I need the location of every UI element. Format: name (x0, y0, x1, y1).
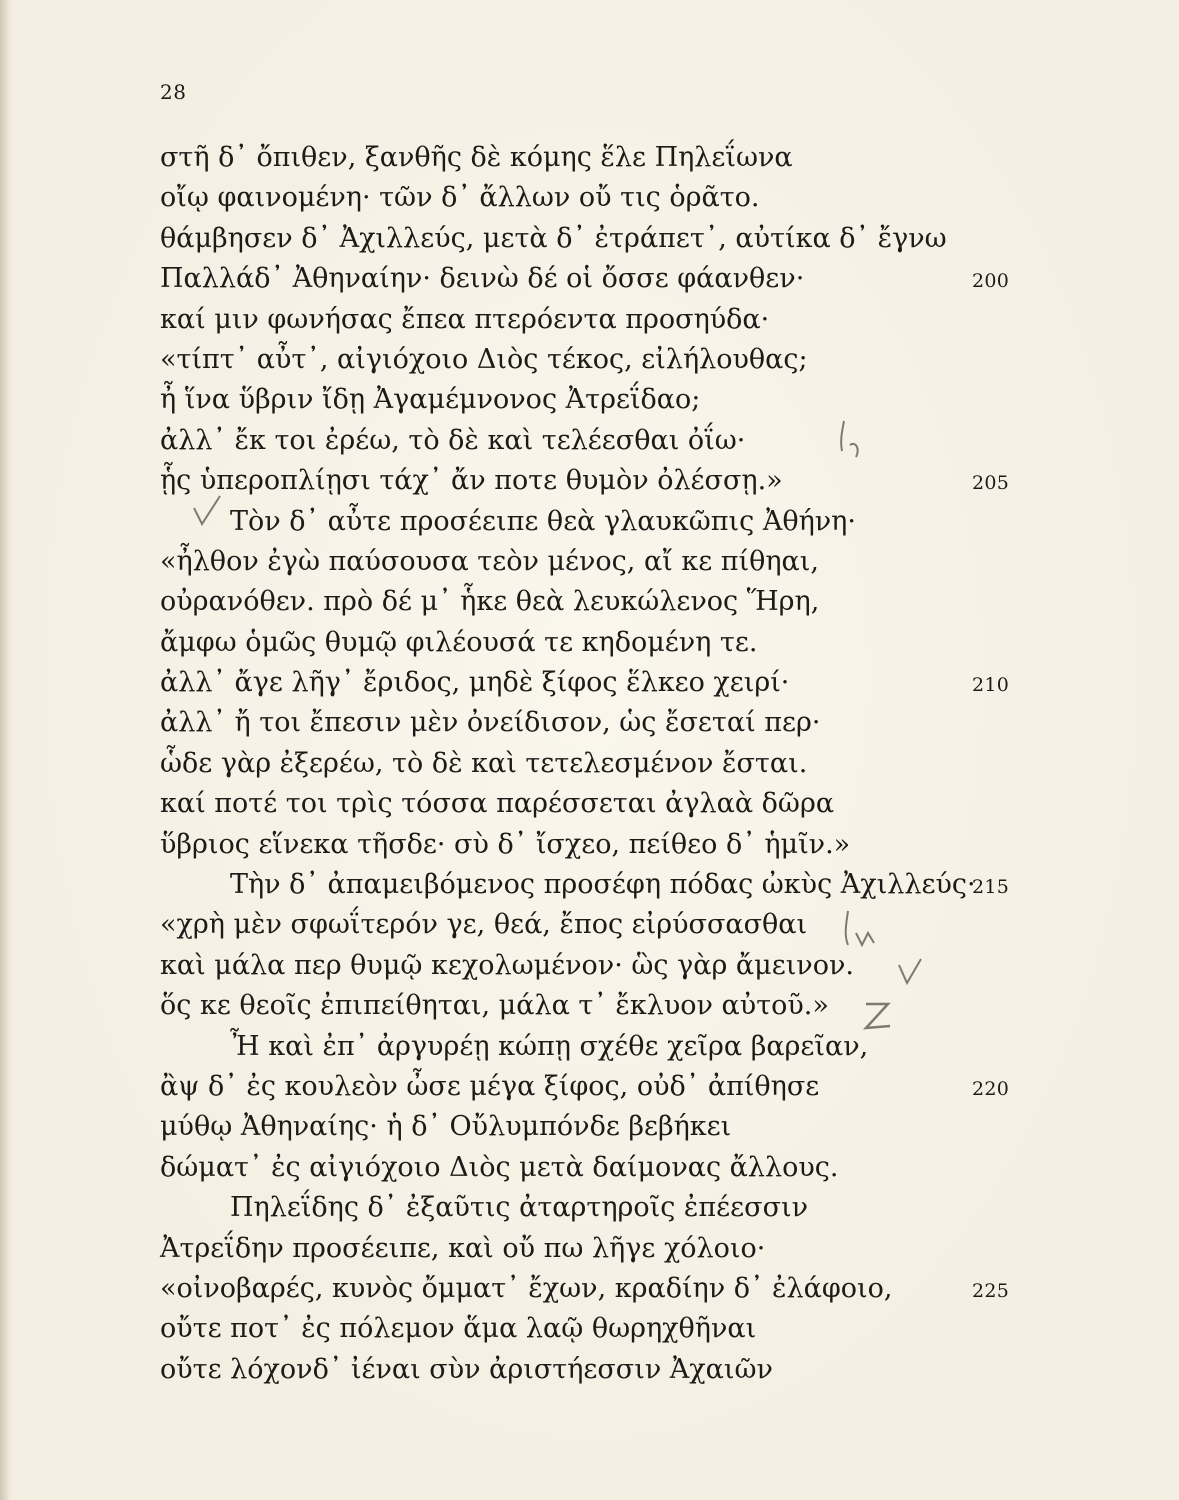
line-number: 225 (972, 1279, 1010, 1302)
line-number: 215 (972, 876, 1010, 899)
verse-text: οὔτε ποτ᾽ ἐς πόλεμον ἅμα λαῷ θωρηχθῆναι (160, 1313, 757, 1345)
verse-line (160, 1027, 1060, 1067)
verse-text: ἀλλ᾽ ἄγε λῆγ᾽ ἔριδος, μηδὲ ξίφος ἕλκεο χειρί· (160, 667, 790, 699)
line-number: 220 (972, 1077, 1010, 1100)
verse-text: «οἰνοβαρές, κυνὸς ὄμματ᾽ ἔχων, κραδίην δ᾽ ἐλάφοιο, (160, 1272, 893, 1304)
verse-line (160, 300, 1060, 340)
verse-text: δώματ᾽ ἐς αἰγιόχοιο Διὸς μετὰ δαίμονας ἄλλους. (160, 1151, 839, 1183)
verse-text: μύθῳ Ἀθηναίης· ἡ δ᾽ Οὔλυμπόνδε βεβήκει (160, 1111, 732, 1143)
verse-text: «χρὴ μὲν σφωΐτερόν γε, θεά, ἔπος εἰρύσσασθαι (160, 909, 808, 941)
verse-text: ἀλλ᾽ ἤ τοι ἔπεσιν μὲν ὀνείδισον, ὡς ἔσεταί περ· (160, 707, 821, 739)
verse-line (160, 1309, 1060, 1349)
verse-line (160, 461, 1060, 501)
verse-text: ἂψ δ᾽ ἐς κουλεὸν ὦσε μέγα ξίφος, οὐδ᾽ ἀπίθησε (160, 1070, 820, 1102)
verse-line (160, 825, 1060, 865)
verse-text: Τὸν δ᾽ αὖτε προσέειπε θεὰ γλαυκῶπις Ἀθήνη· (230, 505, 856, 537)
verse-text: Παλλάδ᾽ Ἀθηναίην· δεινὼ δέ οἱ ὄσσε φάανθεν· (160, 263, 805, 295)
verse-line (160, 905, 1060, 945)
verse-text: ὕβριος εἵνεκα τῆσδε· σὺ δ᾽ ἴσχεο, πείθεο δ᾽ ἡμῖν.» (160, 828, 851, 860)
verse-text: καί ποτέ τοι τρὶς τόσσα παρέσσεται ἀγλαὰ δῶρα (160, 788, 835, 820)
verse-text: οἴῳ φαινομένη· τῶν δ᾽ ἄλλων οὔ τις ὁρᾶτο. (160, 182, 760, 214)
verse-line (160, 1148, 1060, 1188)
verse-line (160, 1067, 1060, 1107)
verse-line (160, 1350, 1060, 1390)
verse-text: Τὴν δ᾽ ἀπαμειβόμενος προσέφη πόδας ὠκὺς Ἀχιλλεύς· (230, 869, 976, 901)
verse-line (160, 421, 1060, 461)
verse-text: οὐρανόθεν. πρὸ δέ μ᾽ ἧκε θεὰ λευκώλενος Ἥρη, (160, 586, 820, 618)
verse-line (160, 542, 1060, 582)
verse-line (160, 703, 1060, 743)
verse-text: καί μιν φωνήσας ἔπεα πτερόεντα προσηύδα· (160, 303, 770, 335)
verse-line (160, 259, 1060, 299)
verse-line (160, 1188, 1060, 1228)
line-number: 210 (972, 674, 1010, 697)
verse-line (160, 219, 1060, 259)
verse-line (160, 1107, 1060, 1147)
verse-text: Πηλεΐδης δ᾽ ἐξαῦτις ἀταρτηροῖς ἐπέεσσιν (230, 1192, 808, 1224)
verse-line (160, 986, 1060, 1026)
verse-text: ᾗς ὑπεροπλίῃσι τάχ᾽ ἄν ποτε θυμὸν ὀλέσσῃ.» (160, 465, 783, 497)
verse-line (160, 582, 1060, 622)
verse-text: θάμβησεν δ᾽ Ἀχιλλεύς, μετὰ δ᾽ ἐτράπετ᾽, αὐτίκα δ᾽ ἔγνω (160, 222, 947, 254)
line-number: 200 (972, 270, 1010, 293)
verse-line (160, 946, 1060, 986)
verse-text: ἄμφω ὁμῶς θυμῷ φιλέουσά τε κηδομένη τε. (160, 626, 758, 658)
verse-block (160, 138, 1060, 1390)
verse-line (160, 784, 1060, 824)
verse-line (160, 663, 1060, 703)
page-number: 28 (160, 80, 187, 104)
verse-text: οὔτε λόχονδ᾽ ἰέναι σὺν ἀριστήεσσιν Ἀχαιῶν (160, 1353, 773, 1385)
verse-line (160, 502, 1060, 542)
verse-text: ὅς κε θεοῖς ἐπιπείθηται, μάλα τ᾽ ἔκλυον αὐτοῦ.» (160, 990, 829, 1022)
verse-line (160, 744, 1060, 784)
verse-line (160, 340, 1060, 380)
verse-text: ἦ ἵνα ὕβριν ἴδῃ Ἀγαμέμνονος Ἀτρεΐδαο; (160, 384, 701, 416)
verse-line (160, 623, 1060, 663)
verse-line (160, 1229, 1060, 1269)
verse-line (160, 380, 1060, 420)
verse-line (160, 138, 1060, 178)
verse-text: Ἦ καὶ ἐπ᾽ ἀργυρέῃ κώπῃ σχέθε χεῖρα βαρεῖαν, (230, 1030, 869, 1062)
verse-text: ἀλλ᾽ ἔκ τοι ἐρέω, τὸ δὲ καὶ τελέεσθαι ὀΐω· (160, 424, 746, 456)
verse-text: ὧδε γὰρ ἐξερέω, τὸ δὲ καὶ τετελεσμένον ἔσται. (160, 747, 808, 779)
verse-text: Ἀτρεΐδην προσέειπε, καὶ οὔ πω λῆγε χόλοιο· (160, 1232, 766, 1264)
verse-text: στῆ δ᾽ ὄπιθεν, ξανθῆς δὲ κόμης ἕλε Πηλεΐωνα (160, 142, 793, 173)
spine-shadow (0, 0, 10, 1500)
verse-line (160, 178, 1060, 218)
verse-line (160, 1269, 1060, 1309)
verse-text: «ἦλθον ἐγὼ παύσουσα τεὸν μένος, αἴ κε πίθηαι, (160, 545, 819, 577)
line-number: 205 (972, 472, 1010, 495)
verse-text: καὶ μάλα περ θυμῷ κεχολωμένον· ὣς γὰρ ἄμεινον. (160, 949, 854, 981)
verse-line (160, 865, 1060, 905)
verse-text: «τίπτ᾽ αὖτ᾽, αἰγιόχοιο Διὸς τέκος, εἰλήλουθας; (160, 343, 808, 375)
